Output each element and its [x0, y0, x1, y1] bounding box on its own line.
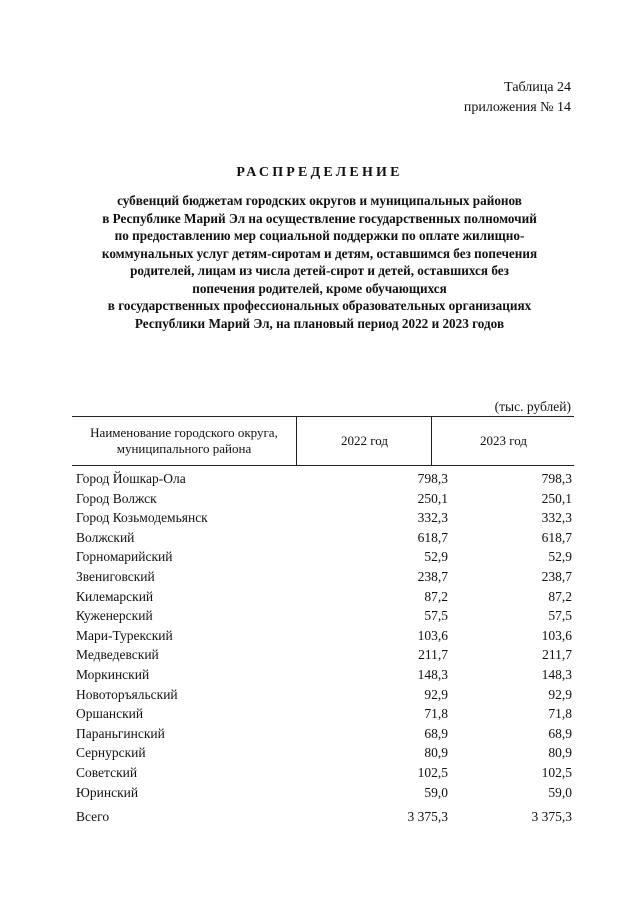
header-year-2022: 2022 год	[296, 417, 432, 465]
subtitle-line: родителей, лицам из числа детей-сирот и детей, оставшихся без	[130, 263, 509, 278]
row-value-2022: 148,3	[417, 666, 448, 682]
row-value-2022: 238,7	[417, 568, 448, 584]
row-name: Моркинский	[76, 666, 150, 682]
total-label: Всего	[76, 809, 110, 824]
row-value-2023: 211,7	[542, 647, 572, 663]
table-number: Таблица 24	[504, 80, 571, 95]
table-row	[76, 489, 574, 509]
table-row	[76, 508, 574, 528]
row-name: Советский	[76, 764, 138, 780]
subtitle-line: субвенций бюджетам городских округов и муниципальных районов	[117, 193, 522, 208]
document-subtitle	[60, 192, 579, 332]
row-name: Оршанский	[76, 706, 144, 722]
row-value-2023: 618,7	[541, 529, 572, 545]
row-value-2023: 87,2	[548, 588, 572, 604]
table-row	[76, 665, 574, 685]
subtitle-line: Республики Марий Эл, на плановый период 2022 и 2023 годов	[134, 315, 505, 331]
document-title: РАСПРЕДЕЛЕНИЕ	[236, 165, 403, 180]
row-value-2022: 103,6	[417, 627, 448, 643]
row-name: Город Волжск	[76, 490, 157, 506]
table-header	[72, 416, 574, 466]
subtitle-line: в государственных профессиональных образовательных организациях	[107, 298, 532, 313]
row-value-2022: 80,9	[424, 745, 448, 761]
header-name: Наименование городского округа, муниципального района	[90, 425, 278, 456]
table-row	[76, 645, 574, 665]
total-2023: 3 375,3	[531, 809, 572, 824]
units-label: (тыс. рублей)	[494, 399, 571, 414]
row-name: Медведевский	[76, 647, 159, 663]
row-value-2023: 798,3	[541, 471, 572, 486]
table-row	[76, 763, 574, 783]
row-value-2023: 92,9	[548, 686, 572, 702]
row-name: Мари-Турекский	[76, 627, 173, 643]
appendix-number: приложения № 14	[463, 100, 571, 115]
table-row	[76, 547, 574, 567]
row-value-2023: 80,9	[548, 745, 572, 761]
row-value-2023: 71,8	[548, 706, 572, 722]
row-name: Юринский	[76, 784, 139, 800]
row-value-2022: 332,3	[417, 510, 448, 526]
row-value-2022: 211,7	[418, 647, 448, 663]
row-name: Новоторъяльский	[76, 686, 178, 702]
table-row	[76, 567, 574, 587]
table-row	[76, 743, 574, 763]
subtitle-line: в Республике Марий Эл на осуществление государственных полномочий	[102, 210, 537, 226]
row-value-2022: 92,9	[424, 686, 448, 702]
table-total-row	[76, 807, 574, 827]
row-value-2022: 71,8	[424, 706, 448, 722]
table-row	[76, 606, 574, 626]
table-row	[76, 587, 574, 607]
row-value-2023: 102,5	[541, 764, 572, 780]
row-value-2023: 68,9	[548, 725, 572, 741]
table-row	[76, 626, 574, 646]
row-value-2023: 332,3	[541, 510, 572, 526]
row-value-2023: 57,5	[548, 608, 572, 624]
row-value-2022: 618,7	[417, 529, 448, 545]
row-name: Сернурский	[76, 745, 146, 761]
row-value-2022: 59,0	[424, 784, 448, 800]
row-name: Параньгинский	[76, 725, 165, 741]
table-row	[76, 528, 574, 548]
row-name: Волжский	[76, 529, 135, 545]
row-name: Горномарийский	[76, 549, 173, 565]
header-year-2023: 2023 год	[431, 417, 575, 465]
row-value-2023: 250,1	[541, 490, 572, 506]
total-2022: 3 375,3	[407, 809, 448, 824]
table-body	[76, 469, 574, 802]
row-value-2022: 102,5	[417, 764, 448, 780]
subtitle-line: попечения родителей, кроме обучающихся	[192, 280, 447, 296]
subtitle-line: коммунальных услуг детям-сиротам и детям, оставшимся без попечения	[101, 245, 538, 261]
table-row	[76, 685, 574, 705]
row-value-2022: 68,9	[424, 725, 448, 741]
row-value-2022: 87,2	[424, 588, 448, 604]
row-value-2022: 52,9	[424, 549, 448, 565]
row-value-2022: 57,5	[424, 608, 448, 624]
row-value-2022: 798,3	[417, 471, 448, 486]
table-row	[76, 704, 574, 724]
row-name: Город Йошкар-Ола	[76, 471, 186, 486]
row-value-2023: 52,9	[548, 549, 572, 565]
row-name: Звениговский	[76, 568, 155, 584]
row-name: Килемарский	[76, 588, 154, 604]
row-name: Город Козьмодемьянск	[76, 510, 208, 526]
row-value-2023: 238,7	[541, 568, 572, 584]
row-value-2022: 250,1	[417, 490, 448, 506]
row-value-2023: 59,0	[548, 784, 572, 800]
subtitle-line: по предоставлению мер социальной поддержки по оплате жилищно-	[114, 228, 525, 243]
table-row	[76, 469, 574, 489]
row-value-2023: 148,3	[541, 666, 572, 682]
row-value-2023: 103,6	[541, 627, 572, 643]
table-row	[76, 724, 574, 744]
appendix-reference	[464, 78, 571, 118]
table-row	[76, 783, 574, 803]
row-name: Куженерский	[76, 608, 153, 624]
